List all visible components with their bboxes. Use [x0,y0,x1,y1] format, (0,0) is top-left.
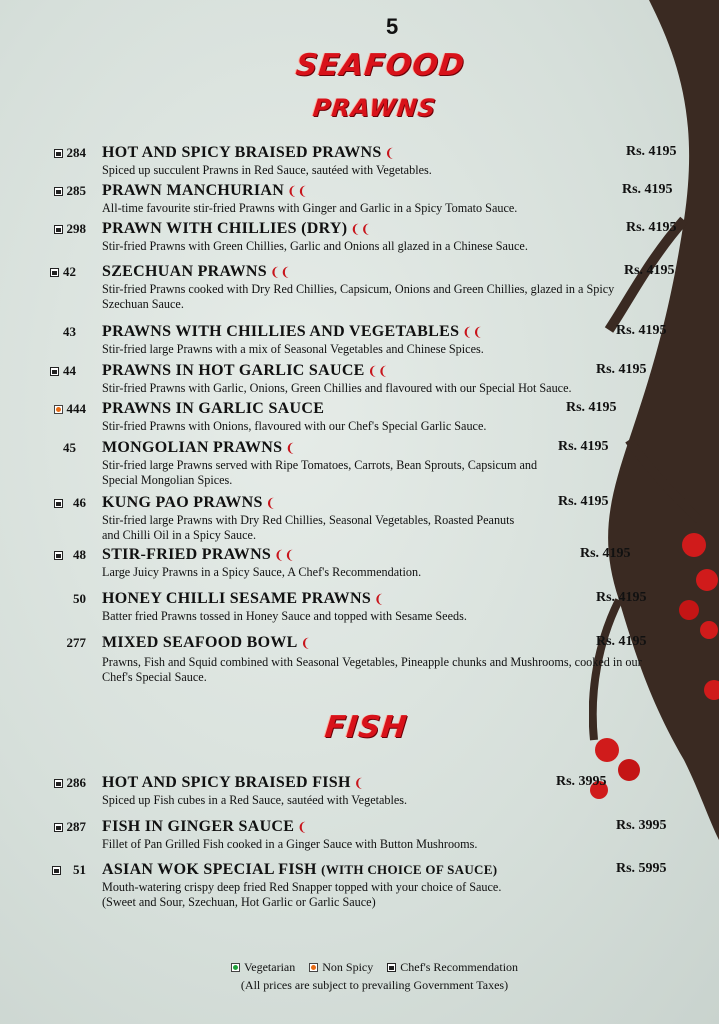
chef-icon [50,367,59,376]
item-description: Stir-fried large Prawns served with Ripe Tomatoes, Carrots, Bean Sprouts, Capsicum and Special Mongolian Spices. [102,458,538,487]
item-description: Fillet of Pan Grilled Fish cooked in a Ginger Sauce with Button Mushrooms. [102,837,478,851]
item-name [102,494,276,512]
heading-prawns: PRAWNS [311,94,438,122]
item-name [102,818,308,836]
legend-vegetarian-label: Vegetarian [243,960,296,974]
item-name-text: PRAWNS IN GARLIC SAUCE [102,400,325,417]
item-number: 44 [63,363,76,378]
item-name-text: PRAWNS IN HOT GARLIC SAUCE [102,362,365,379]
item-price: Rs. 4195 [580,546,631,561]
item-number-cell [0,264,86,280]
item-description: Stir-fried large Prawns with Dry Red Chillies, Seasonal Vegetables, Roasted Peanuts and Chilli Oil in a Spicy Sauce. [102,513,515,542]
item-number: 284 [66,145,86,160]
item-description: Prawns, Fish and Squid combined with Seasonal Vegetables, Pineapple chunks and Mushrooms, cooked in our Chef's Special Sauce. [102,655,642,684]
item-name [102,774,364,792]
item-name-text: HOT AND SPICY BRAISED PRAWNS [102,144,382,161]
chef-icon [54,823,63,832]
legend-vegetarian [231,960,295,975]
item-description: Spiced up succulent Prawns in Red Sauce, sautéed with Vegetables. [102,163,432,177]
item-name-text: PRAWN WITH CHILLIES (DRY) [102,220,348,237]
item-name-text: KUNG PAO PRAWNS [102,494,263,511]
legend-chef-label: Chef's Recommendation [400,960,519,974]
item-name [102,861,497,879]
chili-icon: ❨❨ [350,222,372,236]
legend-non-spicy [309,960,373,975]
item-price: Rs. 4195 [558,439,609,454]
chili-icon: ❨ [353,776,365,790]
non-spicy-icon [54,405,63,414]
item-description: Large Juicy Prawns in a Spicy Sauce, A Chef's Recommendation. [102,565,422,579]
item-description: Spiced up Fish cubes in a Red Sauce, sautéed with Vegetables. [102,793,408,807]
item-number: 286 [66,775,86,790]
item-number: 298 [66,221,86,236]
item-number-cell [0,363,86,379]
item-number-cell [0,440,86,456]
item-name [102,362,388,380]
item-name [102,220,371,238]
page-number: 5 [386,14,399,39]
legend [0,960,719,993]
item-number: 48 [73,547,86,562]
item-number: 287 [66,819,86,834]
heading-fish: FISH [323,710,410,745]
item-name-text: HOT AND SPICY BRAISED FISH [102,774,351,791]
item-price: Rs. 3995 [556,774,607,789]
chili-icon: ❨ [384,146,395,160]
heading-seafood: SEAFOOD [294,48,467,83]
chef-icon [54,225,63,234]
chili-icon: ❨ [297,820,308,834]
non-spicy-icon [309,963,318,972]
item-price: Rs. 4195 [596,634,647,649]
item-description: Stir-fried Prawns cooked with Dry Red Chillies, Capsicum, Onions and Green Chillies, glazed in a Spicy Szechuan Sauce. [102,282,615,311]
item-price: Rs. 4195 [596,590,647,605]
item-number: 45 [63,440,76,455]
item-price: Rs. 3995 [616,818,667,833]
item-name-text: PRAWN MANCHURIAN [102,182,285,199]
item-name-text: ASIAN WOK SPECIAL FISH [102,861,317,878]
item-number-cell [0,221,86,237]
chef-icon [50,268,59,277]
item-name-text: FISH IN GINGER SAUCE [102,818,295,835]
item-name [102,400,324,418]
item-number-cell [0,635,86,651]
item-price: Rs. 5995 [616,861,667,876]
item-number: 285 [66,183,86,198]
item-number-cell [0,495,86,511]
item-price: Rs. 4195 [616,323,667,338]
chili-icon: ❨ [265,496,277,510]
item-price: Rs. 4195 [558,494,609,509]
item-name-text: PRAWNS WITH CHILLIES AND VEGETABLES [102,323,460,340]
item-number-cell [0,547,86,563]
item-name [102,590,384,608]
chili-icon: ❨❨ [274,548,295,562]
chef-icon [54,551,63,560]
chef-icon [387,963,396,972]
item-price: Rs. 4195 [622,182,673,197]
item-name-text: MONGOLIAN PRAWNS [102,439,283,456]
item-description: Mouth-watering crispy deep fried Red Snapper topped with your choice of Sauce. (Sweet and Sour, Szechuan, Hot Garlic or Garlic Sauce) [102,880,502,909]
item-name-text: HONEY CHILLI SESAME PRAWNS [102,590,372,607]
item-name [102,263,291,281]
item-number: 444 [66,401,86,416]
item-number-cell [0,775,86,791]
chili-icon: ❨ [285,441,296,455]
chili-icon: ❨ [300,636,312,650]
item-number-cell [0,401,86,417]
item-number-cell [0,324,86,340]
vegetarian-icon [231,963,240,972]
item-name [102,182,308,200]
item-number: 277 [66,635,86,650]
item-number-cell [0,591,86,607]
item-name-subtitle: (WITH CHOICE OF SAUCE) [321,862,498,877]
item-number: 42 [63,264,76,279]
chef-icon [54,187,63,196]
chef-icon [54,779,63,788]
item-number: 50 [73,591,86,606]
item-price: Rs. 4195 [626,220,677,235]
item-number: 51 [73,862,86,877]
item-price: Rs. 4195 [596,362,647,377]
chili-icon: ❨❨ [287,184,308,198]
item-description: Stir-fried Prawns with Onions, flavoured with our Chef's Special Garlic Sauce. [102,419,487,433]
item-description: All-time favourite stir-fried Prawns with Ginger and Garlic in a Spicy Tomato Sauce. [102,201,518,215]
item-number-cell [0,819,86,835]
item-name [102,144,395,162]
chef-icon [52,866,61,875]
chef-icon [54,499,63,508]
item-description: Batter fried Prawns tossed in Honey Sauce and topped with Sesame Seeds. [102,609,467,623]
chili-icon: ❨❨ [462,325,483,339]
chili-icon: ❨❨ [269,265,291,279]
chili-icon: ❨❨ [367,364,389,378]
item-price: Rs. 4195 [624,263,675,278]
item-price: Rs. 4195 [566,400,617,415]
chili-icon: ❨ [374,592,385,606]
item-name [102,323,483,341]
legend-chef [387,960,518,975]
item-description: Stir-fried large Prawns with a mix of Seasonal Vegetables and Chinese Spices. [102,342,484,356]
item-description: Stir-fried Prawns with Garlic, Onions, Green Chillies and flavoured with our Special Hot Sauce. [102,381,572,395]
item-number-cell [0,183,86,199]
item-name-text: MIXED SEAFOOD BOWL [102,634,298,651]
item-name-text: SZECHUAN PRAWNS [102,263,267,280]
item-number-cell [0,145,86,161]
item-number: 43 [63,324,76,339]
item-name [102,439,296,457]
item-name [102,546,295,564]
item-number-cell [0,862,86,878]
item-price: Rs. 4195 [626,144,677,159]
legend-non-spicy-label: Non Spicy [322,960,374,974]
item-name [102,634,311,652]
item-description: Stir-fried Prawns with Green Chillies, Garlic and Onions all glazed in a Chinese Sauce. [102,239,528,253]
tax-note: (All prices are subject to prevailing Government Taxes) [240,978,509,992]
chef-icon [54,149,63,158]
item-name-text: STIR-FRIED PRAWNS [102,546,272,563]
item-number: 46 [73,495,86,510]
